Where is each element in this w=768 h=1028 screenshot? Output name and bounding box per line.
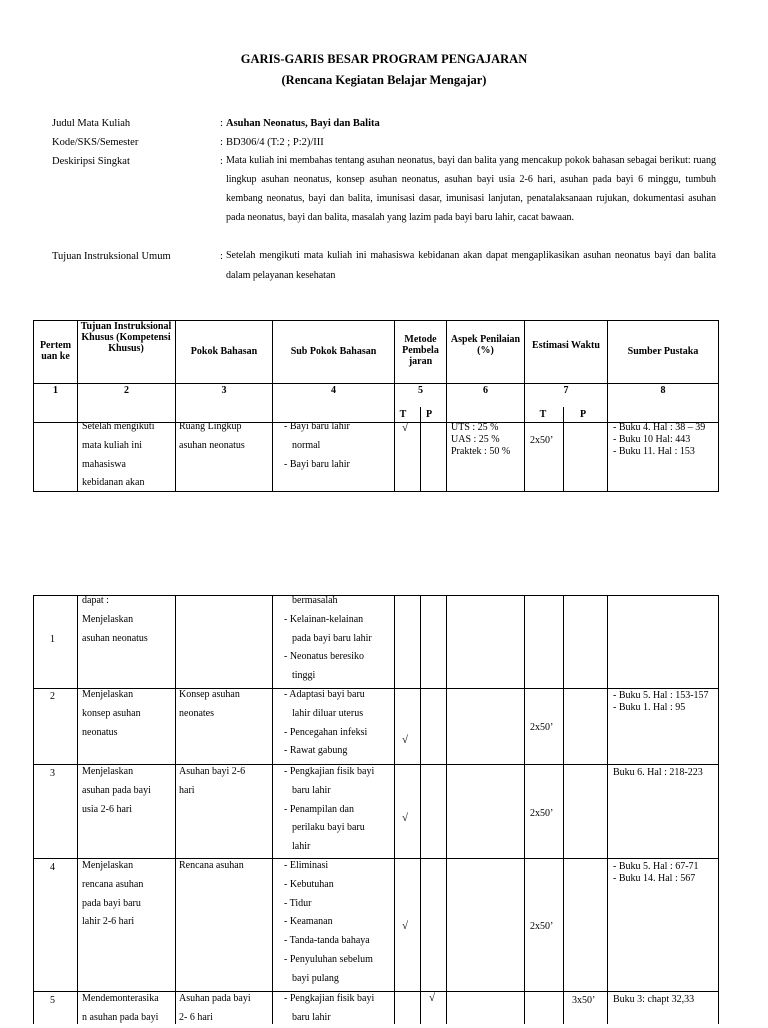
- row2-sumber: - Buku 5. Hal : 153-157 - Buku 1. Hal : 95: [613, 690, 709, 713]
- row2-pokok: Konsep asuhan neonates: [179, 689, 240, 719]
- row4-pokok: Rencana asuhan: [179, 860, 244, 871]
- row1b-tujuan: dapat : Menjelaskan asuhan neonatus: [82, 595, 148, 644]
- header-sumber: Sumber Pustaka: [627, 346, 699, 357]
- col-number: 6: [483, 385, 488, 396]
- kode-colon: :: [220, 137, 223, 148]
- row1-sub: - Bayi baru lahir normal - Bayi baru lahir: [284, 421, 350, 470]
- row1-aspek: UTS : 25 % UAS : 25 % Praktek : 50 %: [451, 422, 511, 457]
- metode-p: P: [425, 409, 433, 420]
- deskripsi-colon: :: [220, 156, 223, 167]
- judul-label: Judul Mata Kuliah: [52, 118, 131, 129]
- document-title: GARIS-GARIS BESAR PROGRAM PENGAJARAN: [240, 52, 528, 66]
- row2-check-icon: √: [402, 734, 409, 746]
- row1-waktu: 2x50’: [530, 435, 554, 446]
- col-number: 5: [418, 385, 423, 396]
- row1-pokok: Ruang Lingkup asuhan neonatus: [179, 421, 245, 451]
- row4-no: 4: [50, 862, 55, 873]
- row4-sub: - Eliminasi - Kebutuhan - Tidur - Keamanan - Tanda-tanda bahaya - Penyuluhan sebelum bayi pulang: [284, 860, 373, 984]
- row5-waktu: 3x50’: [572, 995, 596, 1006]
- row3-check-icon: √: [402, 812, 409, 824]
- col-number: 2: [124, 385, 129, 396]
- row2-sub: - Adaptasi bayi baru lahir diluar uterus - Pencegahan infeksi - Rawat gabung: [284, 689, 368, 757]
- row4-waktu: 2x50’: [530, 921, 554, 932]
- row4-check-icon: √: [402, 920, 409, 932]
- row3-no: 3: [50, 768, 55, 779]
- deskripsi-value: Mata kuliah ini membahas tentang asuhan neonatus, bayi dan balita yang mencakup pokok bahasan sebagai berikut: ruang lingkup asuhan neonatus, konsep asuhan neonatus, asuhan bayi usia 2-6 hari, asuhan pada bayi 6 minggu, tumbuh kembang neonatus, bayi dan balita, imunisasi dasar, imunisasi lanjutan, penatalaksanaan rujukan, dokumentasi asuhan pada neonatus, bayi dan balita, masalah yang lazim pada bayi baru lahir, cacat bawaan.: [226, 155, 716, 223]
- row5-check-icon: √: [429, 992, 436, 1004]
- document-subtitle: (Rencana Kegiatan Belajar Mengajar): [281, 73, 487, 87]
- col-number: 1: [53, 385, 58, 396]
- row2-tujuan: Menjelaskan konsep asuhan neonatus: [82, 689, 141, 738]
- row1b-sub: bermasalah - Kelainan-kelainan pada bayi baru lahir - Neonatus beresiko tinggi: [284, 595, 372, 682]
- row3-tujuan: Menjelaskan asuhan pada bayi usia 2-6 hari: [82, 766, 151, 815]
- col-number: 4: [331, 385, 336, 396]
- judul-colon: :: [220, 118, 223, 129]
- row3-sub: - Pengkajian fisik bayi baru lahir - Penampilan dan perilaku bayi baru lahir: [284, 766, 375, 853]
- row5-tujuan: Mendemonterasika n asuhan pada bayi: [82, 993, 159, 1023]
- row4-sumber: - Buku 5. Hal : 67-71 - Buku 14. Hal : 567: [613, 861, 699, 884]
- col-number: 7: [563, 385, 569, 396]
- row1b-no: 1: [50, 634, 55, 645]
- header-sub: Sub Pokok Bahasan: [290, 346, 377, 357]
- tujuan-value: Setelah mengikuti mata kuliah ini mahasiswa kebidanan akan dapat mengaplikasikan asuhan neonatus bayi dan balita dalam pelayanan kesehatan: [226, 250, 716, 281]
- row5-sumber: Buku 3: chapt 32,33: [613, 994, 695, 1005]
- header-metode: Metode Pembela jaran: [402, 334, 439, 367]
- kode-label: Kode/SKS/Semester: [52, 137, 139, 148]
- kode-value: BD306/4 (T:2 ; P:2)/III: [226, 137, 324, 148]
- row3-waktu: 2x50’: [530, 808, 554, 819]
- header-estimasi: Estimasi Waktu: [532, 340, 600, 351]
- judul-value: Asuhan Neonatus, Bayi dan Balita: [226, 118, 380, 129]
- col-number: 8: [660, 385, 666, 396]
- estimasi-p: P: [579, 409, 587, 420]
- row1-sumber: - Buku 4. Hal : 38 – 39 - Buku 10 Hal: 443 - Buku 11. Hal : 153: [613, 422, 706, 457]
- tujuan-colon: :: [220, 251, 223, 262]
- header-aspek: Aspek Penilaian (%): [450, 334, 521, 356]
- metode-t: T: [399, 409, 407, 420]
- estimasi-t: T: [539, 409, 547, 420]
- tujuan-label: Tujuan Instruksional Umum: [52, 251, 171, 262]
- header-pertemuan: Pertem uan ke: [39, 340, 72, 362]
- row3-pokok: Asuhan bayi 2-6 hari: [179, 766, 246, 796]
- row5-no: 5: [50, 995, 55, 1006]
- row5-pokok: Asuhan pada bayi 2- 6 hari: [179, 993, 251, 1023]
- row1-tujuan: Setelah mengikuti mata kuliah ini mahasiswa kebidanan akan: [82, 421, 155, 489]
- header-tujuan: Tujuan Instruksional Khusus (Kompetensi Khusus): [80, 321, 172, 354]
- row1-check-icon: √: [402, 422, 409, 434]
- row2-no: 2: [50, 691, 55, 702]
- header-pokok: Pokok Bahasan: [190, 346, 258, 357]
- row2-waktu: 2x50’: [530, 722, 554, 733]
- deskripsi-label: Deskiripsi Singkat: [52, 156, 130, 167]
- row5-sub: - Pengkajian fisik bayi baru lahir: [284, 993, 375, 1023]
- col-number: 3: [221, 385, 227, 396]
- row3-sumber: Buku 6. Hal : 218-223: [613, 767, 703, 778]
- row4-tujuan: Menjelaskan rencana asuhan pada bayi baru lahir 2-6 hari: [82, 860, 144, 928]
